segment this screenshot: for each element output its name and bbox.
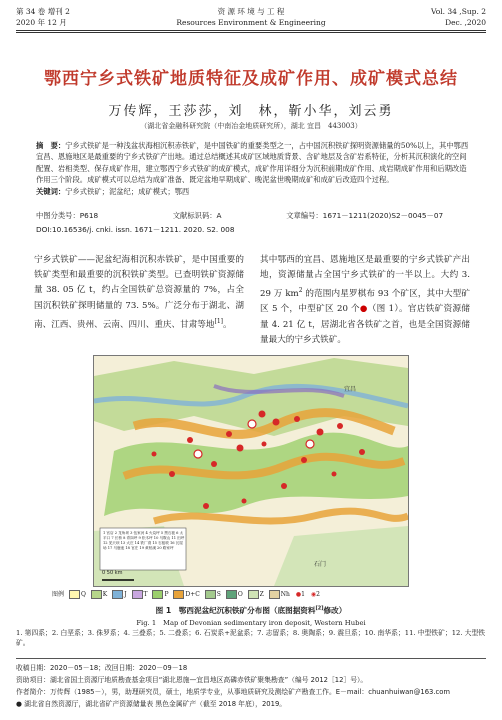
legend-item-k: K: [102, 591, 108, 598]
legend-item-dc: D+C: [185, 591, 200, 598]
legend-label: 图例: [52, 591, 65, 598]
figure-caption-cn-tail: 修改）: [323, 606, 347, 615]
legend-swatch-s: [205, 590, 216, 599]
abstract-text: 宁乡式铁矿是一种浅盆状海相沉积赤铁矿，是中国铁矿的重要类型之一，占中国沉积铁矿探明资源储量的50%以上，其中鄂西宜昌、恩施地区是最重要的宁乡式铁矿产出地。通过总结概述其成矿区域地质背景、含矿地层及含矿岩系特征，分析其沉积演化的空间配置、岩相类型、保存成矿作用，建立鄂西宁乡式铁矿的成矿模式，成矿作用详细分为沉积前期成矿作用、成岩期成矿作用和后期改造作用三个阶段。成矿模式可以总结为成矿准备、既定盆地早期成矿、晚泥盆世晚期成矿和成矿后改造四个过程。: [36, 141, 469, 185]
scale-label: 0 50 km: [102, 570, 123, 576]
legend-swatch-o: [226, 590, 237, 599]
volume-info: 第 34 卷 增刊 2: [16, 7, 70, 16]
affiliation: （湖北省金融科研究院（中南冶金地质研究所），湖北 宜昌 443003）: [140, 122, 362, 130]
article-footer: [16, 658, 486, 710]
left-column: 宁乡式铁矿——泥盆纪海相沉积赤铁矿，是中国重要的铁矿类型和最重要的沉积铁矿类型。已查明铁矿资源储量 38. 05 亿 t，约占全国铁矿总资源量的 7%，占全国沉积铁矿探明储量的 73. 5%。广泛分布于湖北、湖南、江西、贵州、云南、四川、重庆、甘肃等地[1]。: [34, 255, 244, 330]
right-column: 其中鄂西的宜昌、恩施地区是最重要的宁乡式铁矿产出地，资源储量占全国宁乡式铁矿的一半以上。大约 3. 29 万 $km^2$ 的范围内星罗棋布 93 个矿区，其中大型矿区 5 个，中型矿区 20 个●（图 1）。官店铁矿资源储量 4. 21 亿 t，居湖北省各铁矿之首，也是全国资源储量最大的宁乡式铁矿。: [260, 255, 470, 345]
footnote-marker: ●: [359, 304, 368, 315]
doi: DOI:10.16536/j. cnki. issn. 1671－1211. 2020. S2. 008: [36, 225, 235, 234]
map-legend: [52, 589, 442, 601]
legend-item-p: P: [164, 591, 169, 598]
legend-medium-deposit-icon: ●: [295, 591, 302, 598]
volume-info-en: Vol. 34 ,Sup. 2: [430, 7, 486, 16]
issue-date: 2020 年 12 月: [16, 18, 67, 27]
issue-date-en: Dec. ,2020: [445, 18, 486, 27]
figure-caption-cn-text: 图 1 鄂西泥盆纪沉积铁矿分布图（底图据资料: [155, 606, 316, 615]
funding-info: 资助项目：湖北省国土资源厅地质勘查基金项目“湖北恩施—宜昌地区高磷赤铁矿聚集勘查”（编号 2012［12］号）。: [16, 676, 368, 684]
legend-large-deposit-icon: ◉: [310, 591, 317, 598]
legend-swatch-z: [248, 590, 259, 599]
received-date: 收稿日期：2020－05－18；改回日期：2020－09－18: [16, 664, 188, 672]
legend-swatch-t: [132, 590, 143, 599]
place-label-shimen: 石门: [314, 561, 327, 568]
journal-name-cn: 资 源 环 境 与 工 程: [217, 7, 285, 16]
clc-number: 中图分类号：P618: [36, 211, 99, 220]
legend-item-s: S: [216, 591, 221, 598]
legend-swatch-k: [91, 590, 102, 599]
legend-swatch-dc: [173, 590, 184, 599]
legend-swatch-j: [112, 590, 123, 599]
document-code: 文献标识码：A: [172, 211, 222, 220]
figure-caption-en: Fig. 1 Map of Devonian sedimentary iron deposit, Western Hubei: [136, 619, 366, 627]
journal-header: [16, 6, 486, 32]
abstract-label: 摘 要：: [36, 141, 66, 150]
legend-swatch-nh: [269, 590, 280, 599]
legend-item-o: O: [237, 591, 243, 598]
legend-swatch-q: [69, 590, 80, 599]
legend-item-q: Q: [80, 591, 86, 598]
legend-item-nh: Nh: [280, 591, 290, 598]
right-column-text-a: 其中鄂西的宜昌、恩施地区是最重要的宁乡式铁矿产出地，资源储量占全国宁乡式铁矿的一半以上。大约 3. 29 万 km: [260, 255, 470, 300]
legend-item-large: 2: [316, 591, 320, 598]
right-column-text-b: 的范围内星罗棋布 93 个矿区，其中大型矿区 5 个，中型矿区 20 个: [260, 289, 470, 315]
footnote: ● 湖北省自然资源厅，湖北省矿产资源储量表 黑色金属矿产（截至 2018 年底），2019。: [16, 700, 287, 708]
article-title: 鄂西宁乡式铁矿地质特征及成矿作用、成矿模式总结: [44, 69, 458, 89]
place-label-yichang: 宜昌: [344, 386, 357, 393]
figure-caption-ref: [2]: [315, 605, 324, 612]
classification-line: [36, 211, 443, 221]
legend-item-z: Z: [259, 591, 264, 598]
legend-swatch-p: [152, 590, 163, 599]
inset-legend-text: 1 官店 2 龙角坝 3 伍家河 4 火烧坪 5 黑石板 6 太平口 7 长桥 8 青岗坪 9 松木坪 10 马鞍山 11 田坪 12 见天坝 13 大庄 14 铁厂湾 15 石板坡 16 瓦屋场 17 马鹿池 18 官庄 19 黄柏溪 20 路家坪: [103, 531, 185, 550]
abstract: [36, 140, 472, 197]
keywords-label: 关键词：: [36, 186, 66, 196]
legend-item-t: T: [143, 591, 148, 598]
legend-item-j: J: [124, 591, 127, 598]
geology-map: [93, 355, 409, 587]
right-column-text-c: （图 1）。官店铁矿资源储量 4. 21 亿 t，居湖北省各铁矿之首，也是全国资源储量最大的宁乡式铁矿。: [260, 304, 470, 345]
left-column-text: 宁乡式铁矿——泥盆纪海相沉积赤铁矿，是中国重要的铁矿类型和最重要的沉积铁矿类型。已查明铁矿资源储量 38. 05 亿 t，约占全国铁矿总资源量的 7%，占全国沉积铁矿探明储量的 73. 5%。广泛分布于湖北、湖南、江西、贵州、云南、四川、重庆、甘肃等地: [34, 255, 244, 330]
authors: 万传辉，王莎莎，刘 林，靳小华，刘云勇: [108, 104, 394, 119]
figure-note: 1. 第四系；2. 白垩系；3. 侏罗系；4. 三叠系；5. 二叠系；6. 石炭系+泥盆系；7. 志留系；8. 奥陶系；9. 震旦系；10. 南华系；11. 中型铁矿；12. 大型铁矿。: [16, 629, 486, 647]
keywords-text: 宁乡式铁矿；泥盆纪；成矿模式；鄂西: [65, 186, 190, 196]
header-rule: [16, 30, 486, 33]
legend-item-medium: 1: [301, 591, 305, 598]
ref-1: [1]: [214, 317, 223, 325]
figure-caption-cn: [0, 605, 502, 616]
author-bio: 作者简介：万传辉（1985－），男，助理研究员，硕士，地质学专业，从事地质研究及测绘矿产勘查工作。E－mail：chuanhuiwan@163.com: [16, 688, 451, 696]
journal-name-en: Resources Environment & Engineering: [176, 18, 326, 27]
article-number: 文章编号：1671－1211(2020)S2－0045－07: [286, 211, 444, 220]
map-svg: [94, 356, 408, 586]
